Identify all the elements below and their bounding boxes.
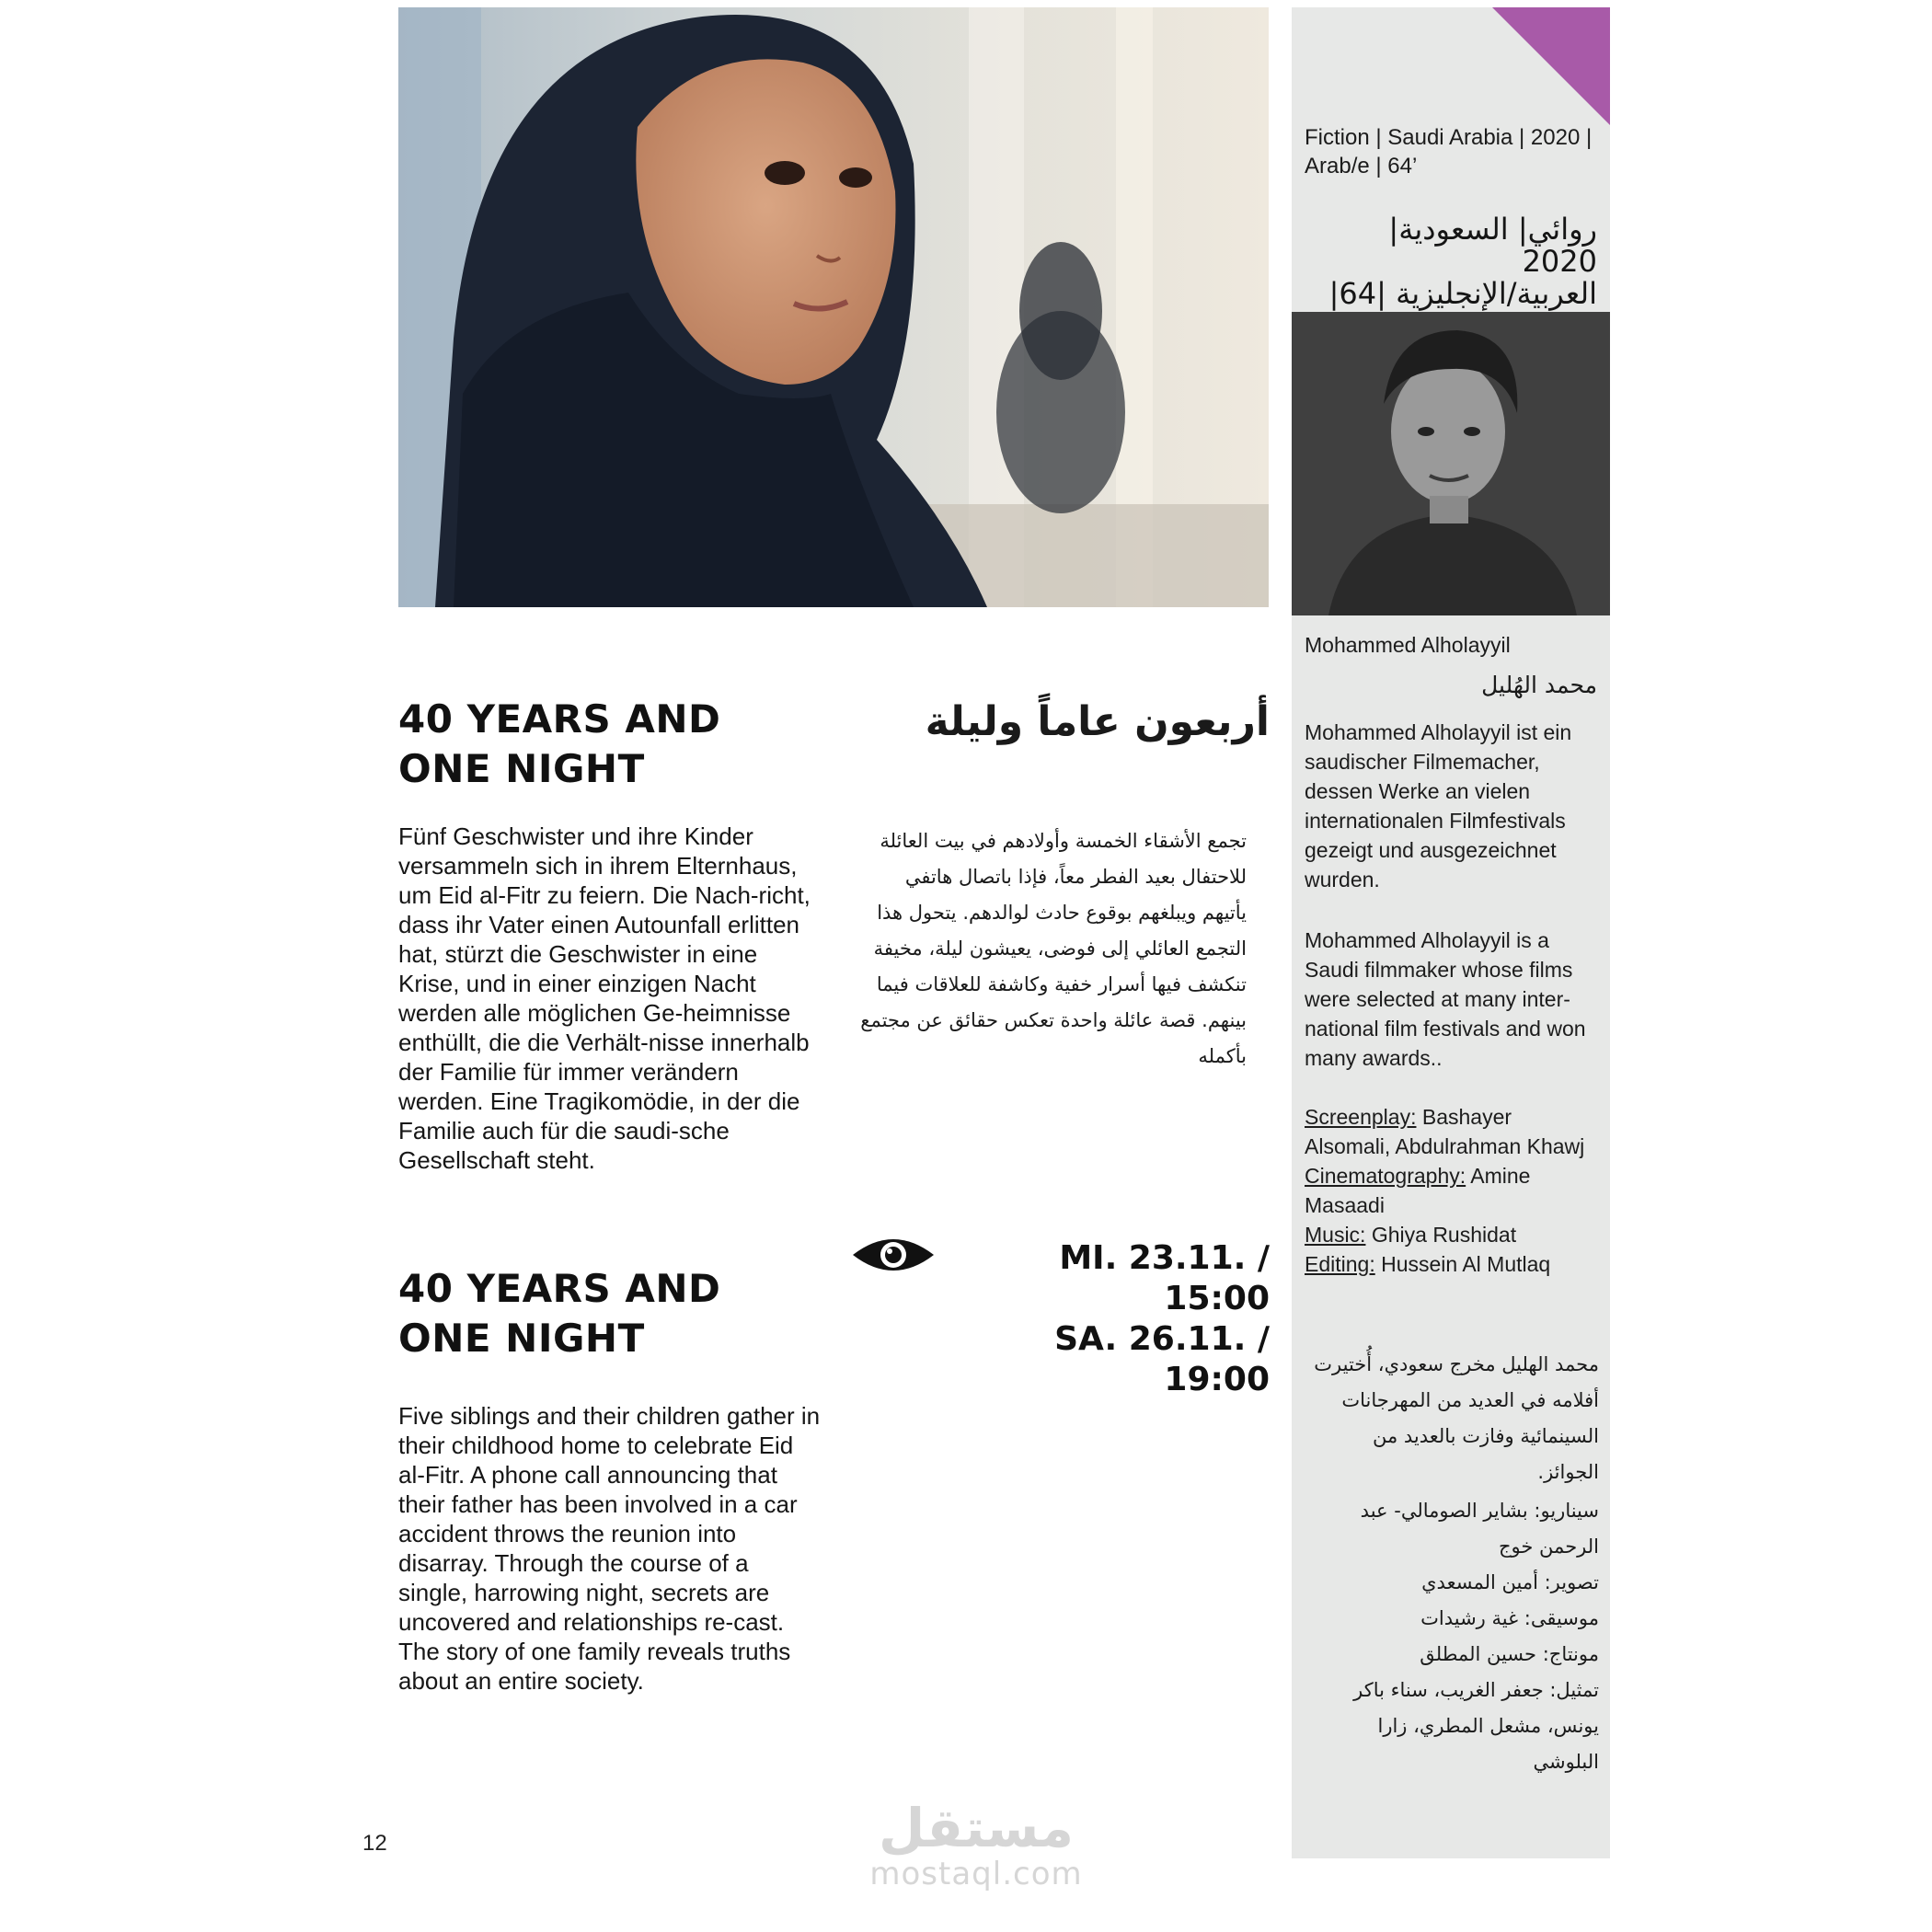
credit-arabic-cinematography: تصوير: أمين المسعدي xyxy=(1421,1571,1599,1593)
film-title-arabic: أربعون عاماً وليلة xyxy=(925,698,1270,745)
film-meta-arabic-line: روائي| السعودية| 2020 xyxy=(1388,212,1597,279)
credit-arabic-music: موسيقى: غية رشيدات xyxy=(1420,1607,1599,1629)
credit-arabic-screenplay: سيناريو: بشاير الصومالي- عبد الرحمن خوج xyxy=(1360,1500,1599,1558)
director-bio-english: Mohammed Alholayyil is a Saudi filmmaker whose films were selected at many inter-national film festivals and won many awards.. xyxy=(1305,928,1586,1070)
film-meta-english-line: Fiction | Saudi Arabia | 2020 | xyxy=(1305,125,1593,150)
credit-cinematography xyxy=(1305,1161,1599,1220)
credits-english xyxy=(1305,1102,1599,1279)
credit-value: Ghiya Rushidat xyxy=(1365,1223,1517,1247)
credit-value: Amine Masaadi xyxy=(1305,1164,1531,1217)
credit-screenplay xyxy=(1305,1102,1599,1161)
film-meta-english xyxy=(1305,123,1599,180)
credit-label: Screenplay: xyxy=(1305,1105,1417,1129)
eye-icon xyxy=(851,1233,936,1277)
film-title-line: ONE NIGHT xyxy=(398,746,645,791)
watermark-latin: mostaql.com xyxy=(869,1856,1083,1892)
corner-accent xyxy=(1492,7,1610,125)
film-still xyxy=(398,7,1269,607)
credit-arabic-cast: تمثيل: جعفر الغريب، سناء باكر يونس، مشعل المطري، زارا البلوشي xyxy=(1353,1679,1599,1773)
film-title-line: 40 YEARS AND xyxy=(398,696,721,742)
synopsis-english: Five siblings and their children gather in their childhood home to celebrate Eid al-Fitr. A phone call announcing that their father has been involved in a car accident throws the reunion into disarray. Through the course of a single, harrowing night, secrets are uncovered and relationships re-cast. The story of one family reveals truths about an entire society. xyxy=(398,1402,821,1695)
director-portrait xyxy=(1292,312,1610,615)
film-title-line: 40 YEARS AND xyxy=(398,1266,721,1311)
screening-dates xyxy=(948,1238,1270,1400)
watermark-logo xyxy=(856,1799,1097,1891)
screening-date: SA. 26.11. / 19:00 xyxy=(1054,1320,1270,1398)
credit-arabic-editing: مونتاج: حسين المطلق xyxy=(1420,1643,1599,1665)
director-name-english: Mohammed Alholayyil xyxy=(1305,633,1511,657)
film-still-illustration xyxy=(398,7,1269,607)
credit-music xyxy=(1305,1220,1599,1249)
screening-date: MI. 23.11. / 15:00 xyxy=(1059,1239,1270,1317)
film-meta-english-line: Arab/e | 64’ xyxy=(1305,154,1418,178)
sidebar xyxy=(1292,7,1610,1858)
credit-value: Hussein Al Mutlaq xyxy=(1374,1252,1551,1276)
director-bio-arabic: محمد الهليل مخرج سعودي، أُختيرت أفلامه في العديد من المهرجانات السينمائية وفازت بالعديد من الجوائز. xyxy=(1314,1353,1599,1483)
credits-arabic xyxy=(1308,1493,1599,1780)
film-meta-arabic-line: العربية/الإنجليزية |64| xyxy=(1328,276,1597,311)
film-meta-arabic xyxy=(1305,213,1597,310)
page-number: 12 xyxy=(362,1831,387,1856)
credit-editing xyxy=(1305,1249,1599,1279)
synopsis-german: Fünf Geschwister und ihre Kinder versammeln sich in ihrem Elternhaus, um Eid al-Fitr zu feiern. Die Nach-richt, dass ihr Vater einen Autounfall erlitten hat, stürzt die Geschwister in eine Krise, und in einer einzigen Nacht werden alle möglichen Ge-heimnisse enthüllt, die die Verhält-nisse innerhalb der Familie für immer verändern werden. Eine Tragikomödie, in der die Familie auch für die saudi-sche Gesellschaft steht. xyxy=(398,822,811,1174)
synopsis-arabic: تجمع الأشقاء الخمسة وأولادهم في بيت العائلة للاحتفال بعيد الفطر معاً، فإذا باتصال هاتفي يأتيهم ويبلغهم بوقوع حادث لوالدهم. يتحول هذا التجمع العائلي إلى فوضى، يعيشون ليلة، مخيفة تنكشف فيها أسرار خفية وكاشفة للعلاقات فيما بينهم. قصة عائلة واحدة تعكس حقائق عن مجتمع بأكمله xyxy=(860,830,1247,1067)
credit-label: Editing: xyxy=(1305,1252,1375,1276)
film-title-line: ONE NIGHT xyxy=(398,1316,645,1361)
film-title-english xyxy=(398,1264,748,1363)
film-title-german xyxy=(398,695,748,794)
watermark-arabic: مستقل xyxy=(878,1797,1075,1859)
credit-label: Cinematography: xyxy=(1305,1164,1466,1188)
credit-value: Bashayer Alsomali, Abdulrahman Khawj xyxy=(1305,1105,1585,1158)
credit-label: Music: xyxy=(1305,1223,1366,1247)
director-name-arabic: محمد الهُليل xyxy=(1481,672,1597,698)
director-bio-german: Mohammed Alholayyil ist ein saudischer Filmemacher, dessen Werke an vielen internationalen Filmfestivals gezeigt und ausgezeichnet wurden. xyxy=(1305,720,1572,891)
director-portrait-illustration xyxy=(1292,312,1610,615)
